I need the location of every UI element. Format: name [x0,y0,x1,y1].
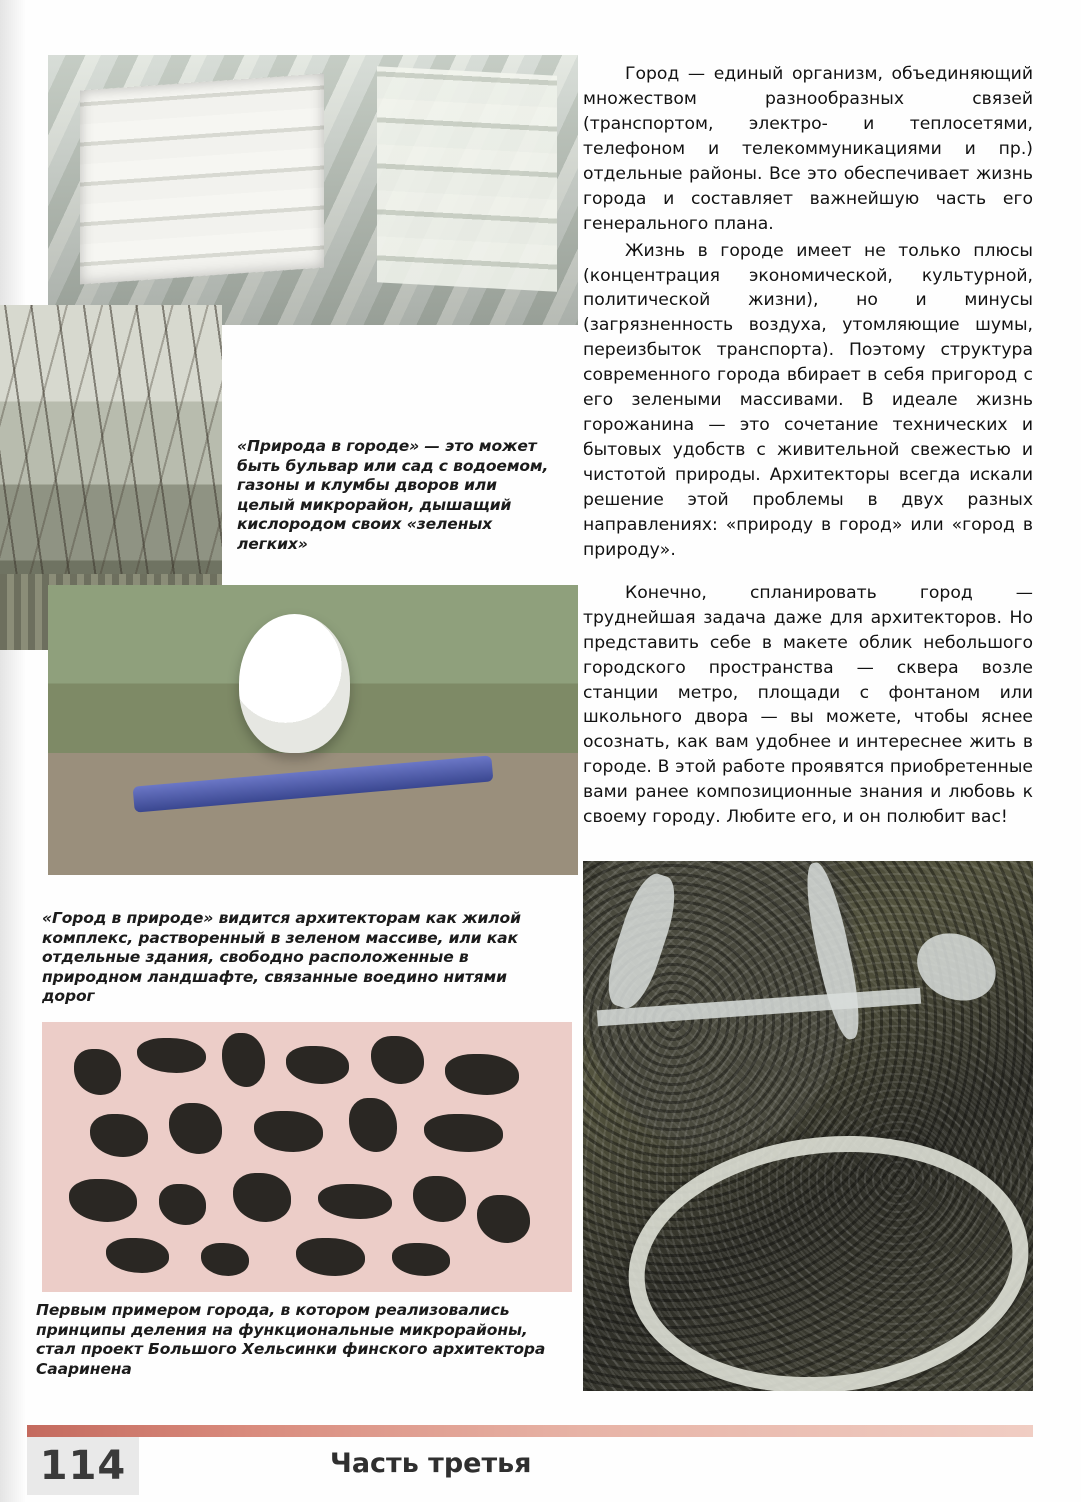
figure-aerial-forest-complex [583,861,1033,1391]
plan-blob [392,1243,450,1275]
footer-section-title: Часть третья [330,1448,532,1479]
figure-aerial-white-buildings [48,55,578,325]
plan-blob [349,1098,397,1152]
plan-blob [424,1114,504,1152]
paragraph-3: Конечно, спланировать город — труднейшая задача даже для архитекторов. Но представить себе в макете облик небольшого городского пространства — сквера возле станции метро, площади с фонтаном или школьного двора — вы можете, чтобы яснее осознать, как вам удобнее и интереснее жить в городе. В этой работе проявятся приобретенные вами ранее композиционные знания и любовь к своему городу. Любите его, и он полюбит вас! [583,582,1033,828]
plan-blob [222,1033,264,1087]
paragraph-1: Город — единый организм, объединяющий множеством разнообразных связей (транспортом, электро- и теплосетями, телефоном и телекоммуникациями и пр.) отдельные районы. Все это обеспечивает жизнь города и составляет важнейшую часть его генерального плана. [583,64,1033,234]
page-number-box [27,1437,139,1495]
plan-blob [90,1114,148,1157]
plan-blob [169,1103,222,1154]
plan-blob [137,1038,206,1073]
page-number: 114 [39,1443,127,1489]
caption-city-in-nature: «Город в природе» видится архитекторам как жилой комплекс, растворенный в зеленом массиве, или как отдельные здания, свободно расположенные в природном ландшафте, связанные воедино нитями дорог [42,909,521,1006]
article-body [583,62,1033,830]
plan-blob [477,1195,530,1244]
plan-blob [296,1238,365,1276]
plan-blob [69,1179,138,1222]
river-segment [907,921,1007,1012]
plan-blob [159,1184,207,1225]
caption-nature-in-city: «Природа в городе» — это может быть бульвар или сад с водоемом, газоны и клумбы дворов или целый микрорайон, дышащий кислородом своих «зеленых легких» [237,437,549,553]
plan-blob [201,1243,249,1275]
figure-helsinki-plan [42,1022,572,1292]
figure-playground-with-duck [48,585,578,875]
plan-blob [413,1176,466,1222]
river-segment [799,861,867,1042]
scan-edge-shadow [0,0,26,1502]
footer-color-bar [27,1425,1033,1437]
plan-blob [74,1049,122,1095]
river-segment [599,868,684,1013]
plan-blob [286,1046,350,1084]
road-line [596,988,920,1026]
paragraph-2: Жизнь в городе имеет не только плюсы (концентрация экономической, культурной, политической жизни), но и минусы (загрязненность воздуха, утомляющие шумы, переизбыток транспорта). Поэтому структура современного города вбирает в себя пригород с его зелеными массивами. В идеале жизнь горожанина — это сочетание технических и бытовых удобств с живительной свежестью и чистотой природы. Архитекторы всегда искали решение этой проблемы в двух разных направлениях: «природу в город» или «город в природу». [583,240,1033,560]
plan-blob [318,1184,392,1219]
plan-blob [233,1173,291,1222]
plan-blob [254,1111,323,1152]
caption-helsinki-plan: Первым примером города, в котором реализовались принципы деления на функциональные микрорайоны, стал проект Большого Хельсинки финского архитектора Сааринена [36,1301,546,1378]
plan-blob [106,1238,170,1273]
plan-blob [445,1054,519,1095]
plan-blob [371,1036,424,1085]
